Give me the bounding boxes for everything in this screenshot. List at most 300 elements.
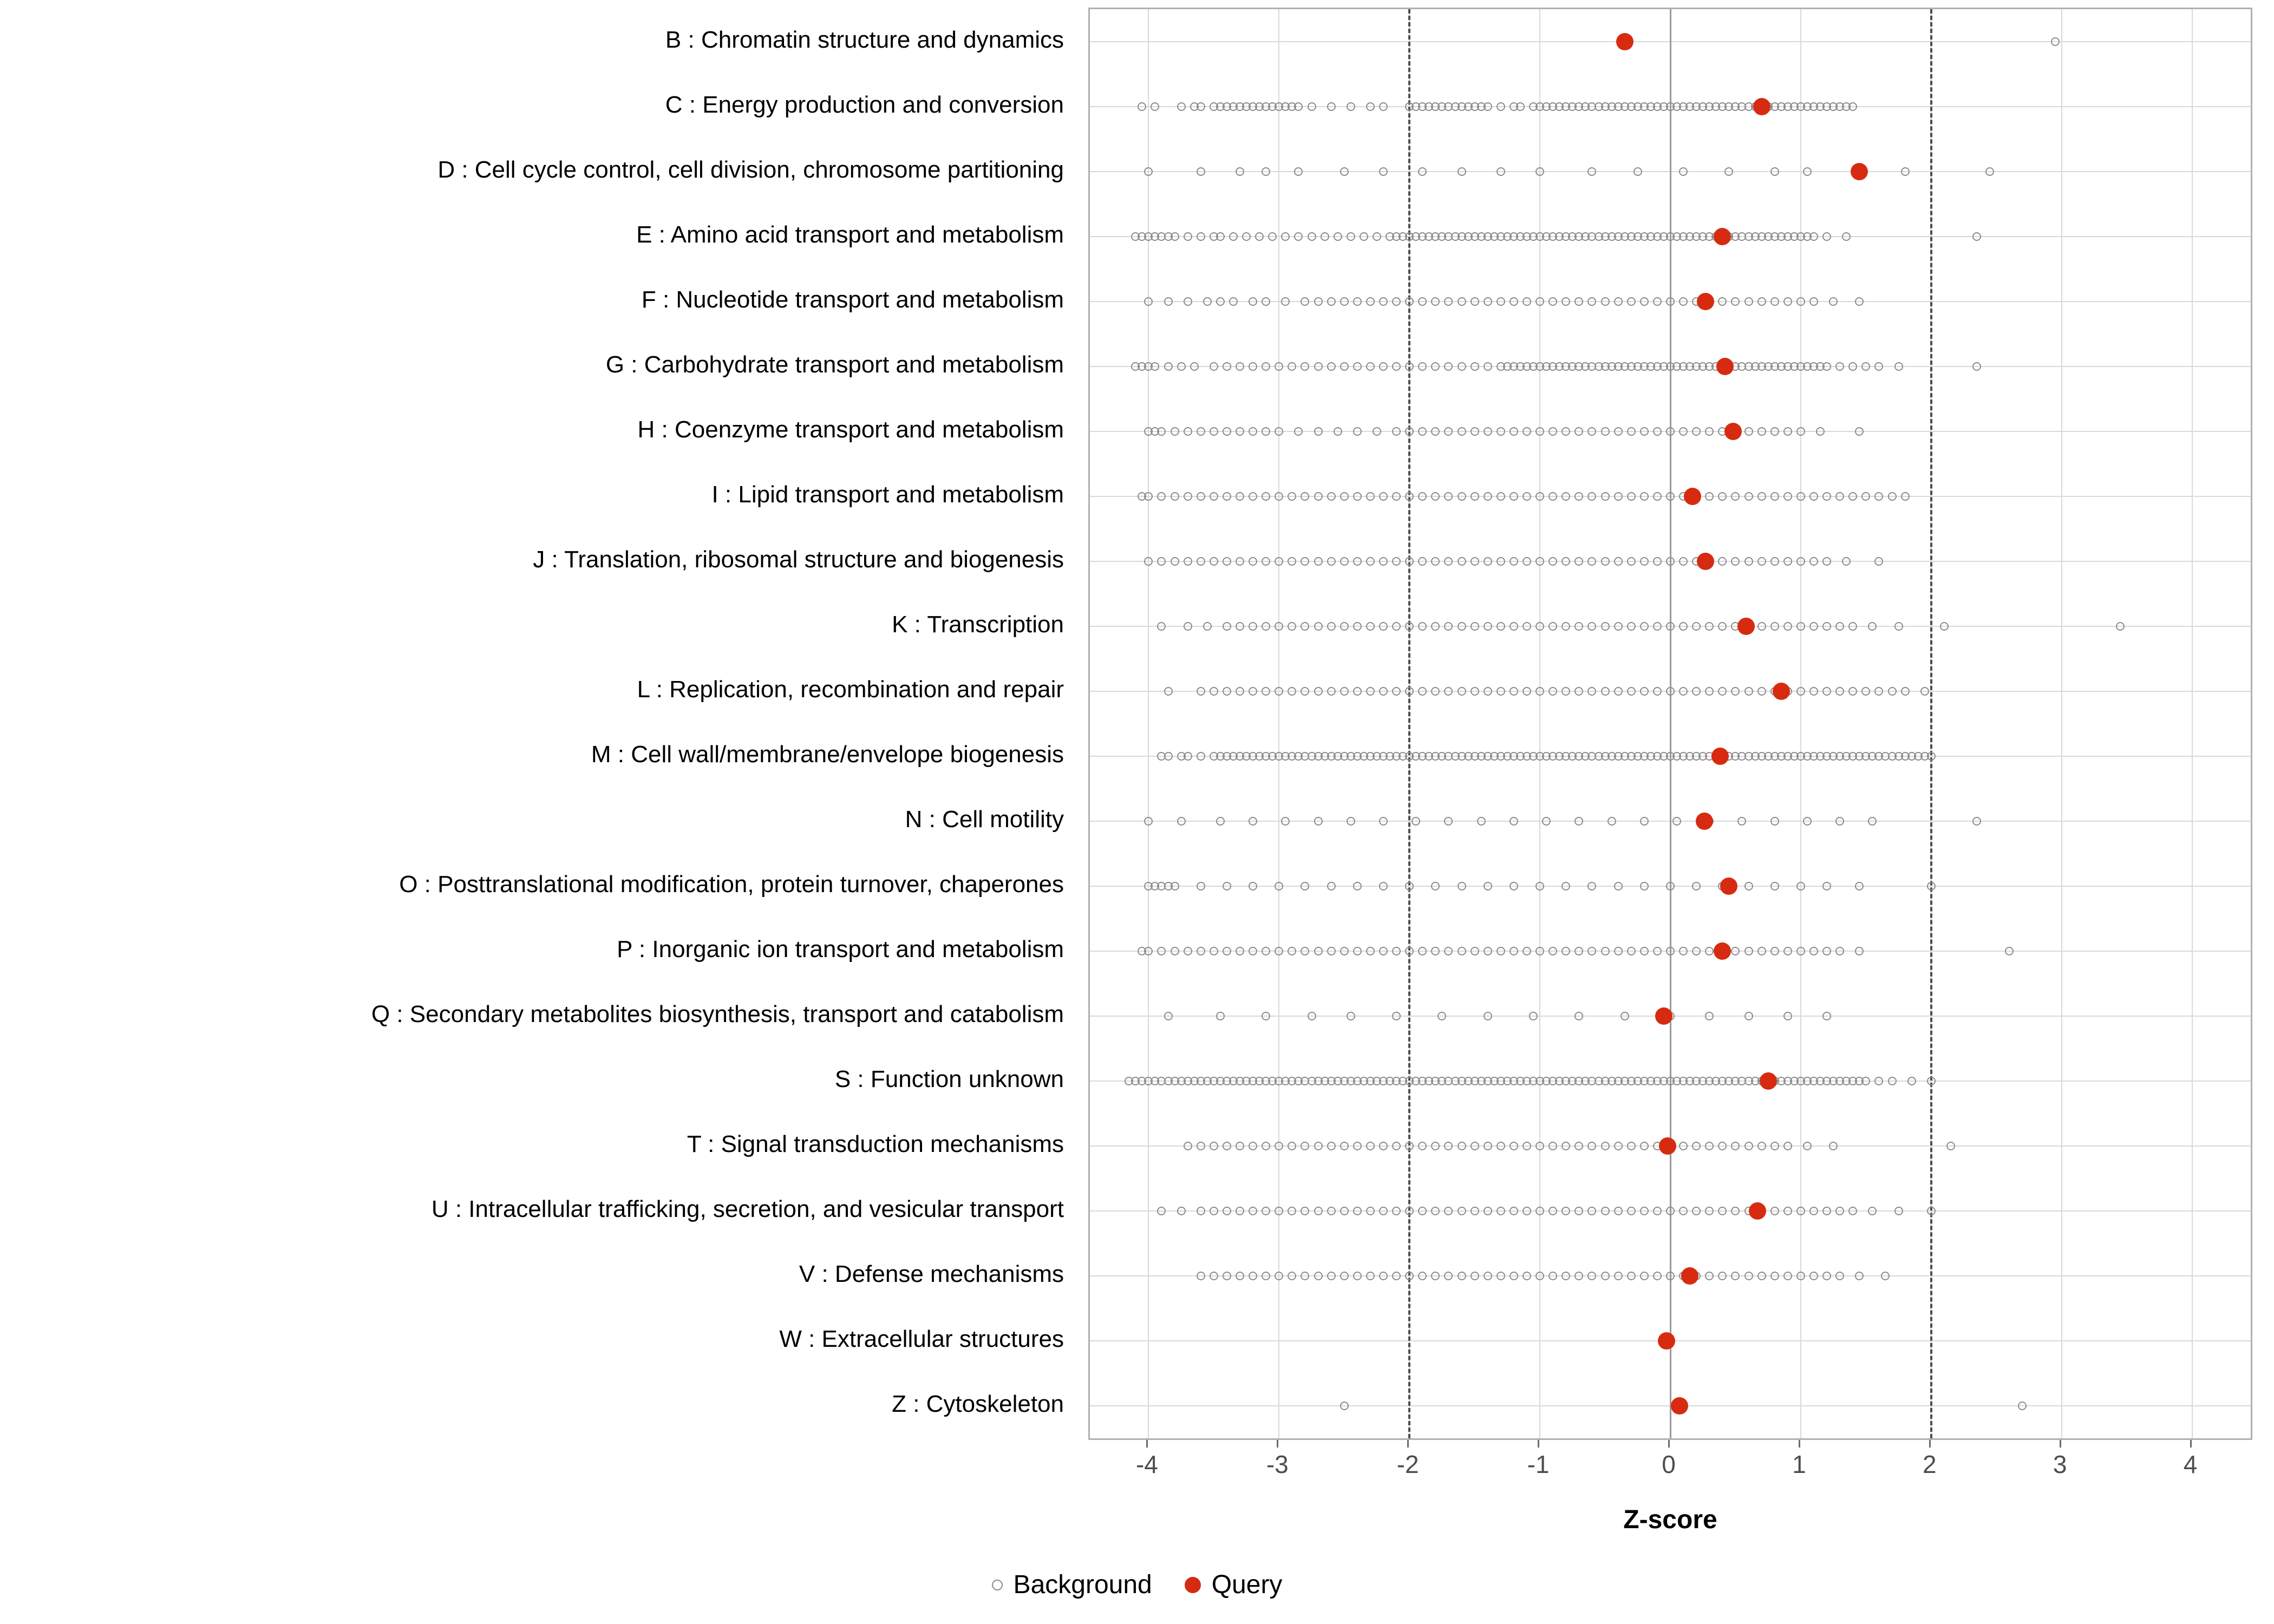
background-point <box>1444 687 1453 696</box>
background-point <box>1353 557 1362 566</box>
background-point <box>1223 492 1231 501</box>
background-point <box>1587 557 1596 566</box>
background-point <box>1392 362 1401 371</box>
background-point <box>1510 297 1518 306</box>
background-point <box>1574 1012 1583 1020</box>
background-point <box>1522 492 1531 501</box>
filled-circle-icon <box>1185 1577 1201 1593</box>
background-point <box>1484 102 1492 111</box>
background-point <box>1692 622 1701 631</box>
background-point <box>1379 167 1388 176</box>
background-point <box>1561 622 1570 631</box>
background-point <box>1223 687 1231 696</box>
background-point <box>1418 622 1427 631</box>
background-point <box>1314 297 1323 306</box>
background-point <box>1340 557 1349 566</box>
background-point <box>1458 947 1466 955</box>
background-point <box>1249 687 1257 696</box>
background-point <box>1497 167 1505 176</box>
background-point <box>1418 687 1427 696</box>
background-point <box>1522 622 1531 631</box>
background-point <box>1522 1142 1531 1150</box>
background-point <box>1366 1207 1375 1215</box>
legend-item-background <box>992 1570 1152 1600</box>
legend-label-background: Background <box>1013 1570 1152 1599</box>
background-point <box>1666 557 1675 566</box>
background-point <box>1444 1272 1453 1280</box>
background-point <box>1731 492 1740 501</box>
background-point <box>1705 687 1714 696</box>
background-point <box>1561 947 1570 955</box>
background-point <box>1197 557 1205 566</box>
query-point[interactable] <box>1671 1397 1688 1415</box>
vertical-gridline <box>1278 9 1279 1438</box>
query-point[interactable] <box>1773 683 1790 700</box>
background-point <box>1731 1207 1740 1215</box>
background-point <box>1458 882 1466 890</box>
background-point <box>1855 947 1864 955</box>
background-point <box>1587 492 1596 501</box>
background-point <box>1144 557 1153 566</box>
background-point <box>1177 817 1186 826</box>
background-point <box>1275 947 1283 955</box>
background-point <box>1510 817 1518 826</box>
background-point <box>1197 232 1205 241</box>
background-point <box>1809 1207 1818 1215</box>
background-point <box>1171 882 1179 890</box>
background-point <box>1216 1012 1225 1020</box>
background-point <box>1881 1272 1890 1280</box>
background-point <box>1940 622 1949 631</box>
background-point <box>1627 297 1636 306</box>
background-point <box>1535 622 1544 631</box>
background-point <box>1731 297 1740 306</box>
background-point <box>1249 297 1257 306</box>
background-point <box>1171 947 1179 955</box>
background-point <box>1744 557 1753 566</box>
background-point <box>1281 232 1290 241</box>
background-point <box>1640 817 1649 826</box>
background-point <box>1458 557 1466 566</box>
background-point <box>1535 882 1544 890</box>
background-point <box>1809 297 1818 306</box>
query-point[interactable] <box>1720 878 1737 895</box>
query-point[interactable] <box>1697 553 1714 570</box>
background-point <box>1705 492 1714 501</box>
background-point <box>1574 492 1583 501</box>
background-point <box>1431 947 1440 955</box>
x-tick-label: -1 <box>1527 1450 1550 1478</box>
background-point <box>1197 167 1205 176</box>
background-point <box>1653 492 1662 501</box>
background-point <box>1379 297 1388 306</box>
background-point <box>1392 1012 1401 1020</box>
background-point <box>1392 1207 1401 1215</box>
background-point <box>1894 622 1903 631</box>
background-point <box>1666 1207 1675 1215</box>
background-point <box>1868 622 1877 631</box>
background-point <box>1574 297 1583 306</box>
background-point <box>1731 687 1740 696</box>
background-point <box>1894 362 1903 371</box>
background-point <box>1627 622 1636 631</box>
background-point <box>1666 1272 1675 1280</box>
background-point <box>1210 557 1218 566</box>
background-point <box>1327 557 1336 566</box>
background-point <box>1236 1142 1244 1150</box>
background-point <box>1835 492 1844 501</box>
background-point <box>1431 882 1440 890</box>
background-point <box>1731 1272 1740 1280</box>
background-point <box>1431 1207 1440 1215</box>
background-point <box>1275 882 1283 890</box>
vertical-gridline <box>1800 9 1801 1438</box>
background-point <box>1679 1207 1688 1215</box>
background-point <box>1888 492 1897 501</box>
background-point <box>1653 947 1662 955</box>
background-point <box>1679 947 1688 955</box>
background-point <box>1418 1272 1427 1280</box>
query-point[interactable] <box>1711 748 1729 765</box>
background-point <box>1353 492 1362 501</box>
background-point <box>1548 622 1557 631</box>
background-point <box>1275 687 1283 696</box>
background-point <box>1197 687 1205 696</box>
background-point <box>1471 1142 1479 1150</box>
background-point <box>1705 1142 1714 1150</box>
background-point <box>1223 557 1231 566</box>
background-point <box>1164 687 1173 696</box>
background-point <box>1535 492 1544 501</box>
background-point <box>1627 1142 1636 1150</box>
background-point <box>1627 947 1636 955</box>
background-point <box>1437 1012 1446 1020</box>
background-point <box>1197 1207 1205 1215</box>
background-point <box>1444 1142 1453 1150</box>
category-label: T : Signal transduction mechanisms <box>687 1131 1064 1157</box>
query-point[interactable] <box>1760 1072 1777 1090</box>
threshold-line <box>1408 9 1410 1438</box>
background-point <box>1548 1142 1557 1150</box>
background-point <box>1327 947 1336 955</box>
background-point <box>1418 362 1427 371</box>
query-point[interactable] <box>1714 942 1731 960</box>
query-point[interactable] <box>1681 1267 1698 1285</box>
category-label: K : Transcription <box>892 611 1064 638</box>
background-point <box>1757 1272 1766 1280</box>
background-point <box>1255 232 1264 241</box>
background-point <box>1379 1207 1388 1215</box>
background-point <box>1744 1272 1753 1280</box>
query-point[interactable] <box>1716 358 1734 375</box>
background-point <box>1366 1142 1375 1150</box>
background-point <box>1614 882 1623 890</box>
background-point <box>1249 1272 1257 1280</box>
background-point <box>1692 1142 1701 1150</box>
background-point <box>1308 102 1316 111</box>
background-point <box>1327 1207 1336 1215</box>
background-point <box>1653 622 1662 631</box>
background-point <box>1757 622 1766 631</box>
background-point <box>1809 557 1818 566</box>
background-point <box>1783 1207 1792 1215</box>
category-label-axis <box>0 0 1080 1440</box>
background-point <box>1510 1142 1518 1150</box>
background-point <box>1510 1207 1518 1215</box>
background-point <box>1262 1272 1270 1280</box>
query-point[interactable] <box>1696 813 1713 830</box>
background-point <box>1471 622 1479 631</box>
background-point <box>1861 687 1870 696</box>
background-point <box>1835 947 1844 955</box>
background-point <box>1171 232 1179 241</box>
background-point <box>1405 1207 1414 1215</box>
background-point <box>1972 362 1981 371</box>
background-point <box>1471 427 1479 436</box>
background-point <box>1855 427 1864 436</box>
background-point <box>1861 362 1870 371</box>
background-point <box>1574 1207 1583 1215</box>
background-point <box>1458 427 1466 436</box>
x-tick-mark <box>2190 1440 2192 1448</box>
background-point <box>1210 1207 1218 1215</box>
background-point <box>1822 492 1831 501</box>
background-point <box>1392 1272 1401 1280</box>
vertical-gridline <box>1539 9 1540 1438</box>
query-point[interactable] <box>1697 293 1714 310</box>
background-point <box>1379 687 1388 696</box>
background-point <box>1679 427 1688 436</box>
background-point <box>1829 297 1838 306</box>
x-tick-mark <box>1407 1440 1409 1448</box>
category-label: Z : Cytoskeleton <box>892 1391 1064 1417</box>
background-point <box>1197 1272 1205 1280</box>
background-point <box>1809 492 1818 501</box>
query-point[interactable] <box>1753 98 1770 115</box>
background-point <box>1822 557 1831 566</box>
background-point <box>1484 427 1492 436</box>
background-point <box>1497 947 1505 955</box>
background-point <box>1835 622 1844 631</box>
query-point[interactable] <box>1684 488 1701 505</box>
category-label: F : Nucleotide transport and metabolism <box>641 286 1064 313</box>
background-point <box>1679 557 1688 566</box>
background-point <box>1907 1077 1916 1085</box>
background-point <box>1236 427 1244 436</box>
background-point <box>1405 297 1414 306</box>
background-point <box>1144 492 1153 501</box>
x-tick-label: -4 <box>1135 1450 1158 1478</box>
background-point <box>1796 687 1805 696</box>
background-point <box>1340 297 1349 306</box>
background-point <box>1548 427 1557 436</box>
background-point <box>1379 1142 1388 1150</box>
background-point <box>1458 1272 1466 1280</box>
background-point <box>1275 1207 1283 1215</box>
background-point <box>1184 427 1192 436</box>
background-point <box>1484 947 1492 955</box>
background-point <box>1672 817 1681 826</box>
background-point <box>1783 1012 1792 1020</box>
background-point <box>1510 557 1518 566</box>
background-point <box>1803 817 1812 826</box>
x-tick-label: 4 <box>2183 1450 2198 1478</box>
background-point <box>1444 492 1453 501</box>
background-point <box>1548 687 1557 696</box>
background-point <box>1522 1207 1531 1215</box>
background-point <box>1770 1272 1779 1280</box>
background-point <box>1842 232 1851 241</box>
background-point <box>1444 557 1453 566</box>
category-label: S : Function unknown <box>834 1066 1064 1092</box>
background-point <box>1666 622 1675 631</box>
background-point <box>1308 1012 1316 1020</box>
background-point <box>1294 427 1303 436</box>
background-point <box>1431 1142 1440 1150</box>
category-label: D : Cell cycle control, cell division, chromosome partitioning <box>437 156 1064 183</box>
query-point[interactable] <box>1724 423 1742 440</box>
background-point <box>1809 1272 1818 1280</box>
background-point <box>1653 1272 1662 1280</box>
background-point <box>1640 882 1649 890</box>
background-point <box>1927 1077 1936 1085</box>
background-point <box>1327 492 1336 501</box>
background-point <box>1561 492 1570 501</box>
background-point <box>1418 492 1427 501</box>
background-point <box>1561 1272 1570 1280</box>
background-point <box>1223 947 1231 955</box>
background-point <box>1868 817 1877 826</box>
background-point <box>1379 557 1388 566</box>
query-point[interactable] <box>1655 1007 1672 1025</box>
background-point <box>1281 297 1290 306</box>
background-point <box>1535 427 1544 436</box>
background-point <box>1718 557 1727 566</box>
background-point <box>1920 687 1929 696</box>
category-label: Q : Secondary metabolites biosynthesis, transport and catabolism <box>371 1001 1064 1027</box>
background-point <box>1236 557 1244 566</box>
background-point <box>1236 492 1244 501</box>
background-point <box>1301 1142 1309 1150</box>
background-point <box>1347 817 1355 826</box>
background-point <box>1431 622 1440 631</box>
background-point <box>1444 817 1453 826</box>
x-axis-title: Z-score <box>1623 1505 1717 1534</box>
background-point <box>1548 1207 1557 1215</box>
query-point[interactable] <box>1749 1202 1766 1220</box>
category-label: H : Coenzyme transport and metabolism <box>637 416 1064 443</box>
background-point <box>2018 1402 2027 1410</box>
background-point <box>1379 622 1388 631</box>
background-point <box>1334 427 1342 436</box>
background-point <box>1444 297 1453 306</box>
background-point <box>1829 1142 1838 1150</box>
category-label: N : Cell motility <box>905 806 1064 833</box>
background-point <box>1601 492 1610 501</box>
background-point <box>1522 557 1531 566</box>
background-point <box>1327 622 1336 631</box>
background-point <box>1157 557 1166 566</box>
background-point <box>1405 362 1414 371</box>
query-point[interactable] <box>1616 33 1633 50</box>
background-point <box>1587 427 1596 436</box>
background-point <box>1288 687 1296 696</box>
query-point[interactable] <box>1714 228 1731 245</box>
background-point <box>1614 1142 1623 1150</box>
background-point <box>1757 687 1766 696</box>
background-point <box>1327 1142 1336 1150</box>
category-label: O : Posttranslational modification, protein turnover, chaperones <box>399 871 1064 898</box>
background-point <box>1471 1272 1479 1280</box>
background-point <box>1262 947 1270 955</box>
background-point <box>1288 947 1296 955</box>
background-point <box>1353 1272 1362 1280</box>
background-point <box>1262 1142 1270 1150</box>
background-point <box>1601 947 1610 955</box>
x-tick-label: 3 <box>2053 1450 2067 1478</box>
background-point <box>1340 687 1349 696</box>
background-point <box>1340 362 1349 371</box>
background-point <box>1548 1272 1557 1280</box>
background-point <box>1249 882 1257 890</box>
background-point <box>1587 687 1596 696</box>
background-point <box>1144 297 1153 306</box>
background-point <box>1822 232 1831 241</box>
background-point <box>1835 817 1844 826</box>
background-point <box>1484 1012 1492 1020</box>
plot-panel <box>1088 8 2252 1440</box>
legend-item-query <box>1185 1570 1283 1600</box>
background-point <box>1666 427 1675 436</box>
background-point <box>1574 1272 1583 1280</box>
background-point <box>1431 427 1440 436</box>
background-point <box>1484 1142 1492 1150</box>
background-point <box>1262 687 1270 696</box>
background-point <box>1353 882 1362 890</box>
background-point <box>1548 492 1557 501</box>
background-point <box>1210 1272 1218 1280</box>
background-point <box>1288 362 1296 371</box>
background-point <box>1190 362 1199 371</box>
background-point <box>1431 557 1440 566</box>
background-point <box>1574 622 1583 631</box>
background-point <box>1314 687 1323 696</box>
background-point <box>1249 947 1257 955</box>
background-point <box>1848 622 1857 631</box>
background-point <box>1783 1272 1792 1280</box>
query-point[interactable] <box>1659 1137 1676 1155</box>
background-point <box>1379 102 1388 111</box>
background-point <box>1157 492 1166 501</box>
background-point <box>1809 947 1818 955</box>
background-point <box>1184 557 1192 566</box>
query-point[interactable] <box>1851 163 1868 180</box>
background-point <box>1262 1207 1270 1215</box>
background-point <box>1458 622 1466 631</box>
background-point <box>1666 297 1675 306</box>
background-point <box>1164 362 1173 371</box>
query-point[interactable] <box>1737 618 1755 635</box>
background-point <box>1177 1207 1186 1215</box>
background-point <box>1653 1207 1662 1215</box>
background-point <box>1314 622 1323 631</box>
query-point[interactable] <box>1658 1332 1675 1350</box>
background-point <box>1796 492 1805 501</box>
background-point <box>1197 102 1205 111</box>
background-point <box>1835 1207 1844 1215</box>
background-point <box>1301 1207 1309 1215</box>
background-point <box>1314 817 1323 826</box>
